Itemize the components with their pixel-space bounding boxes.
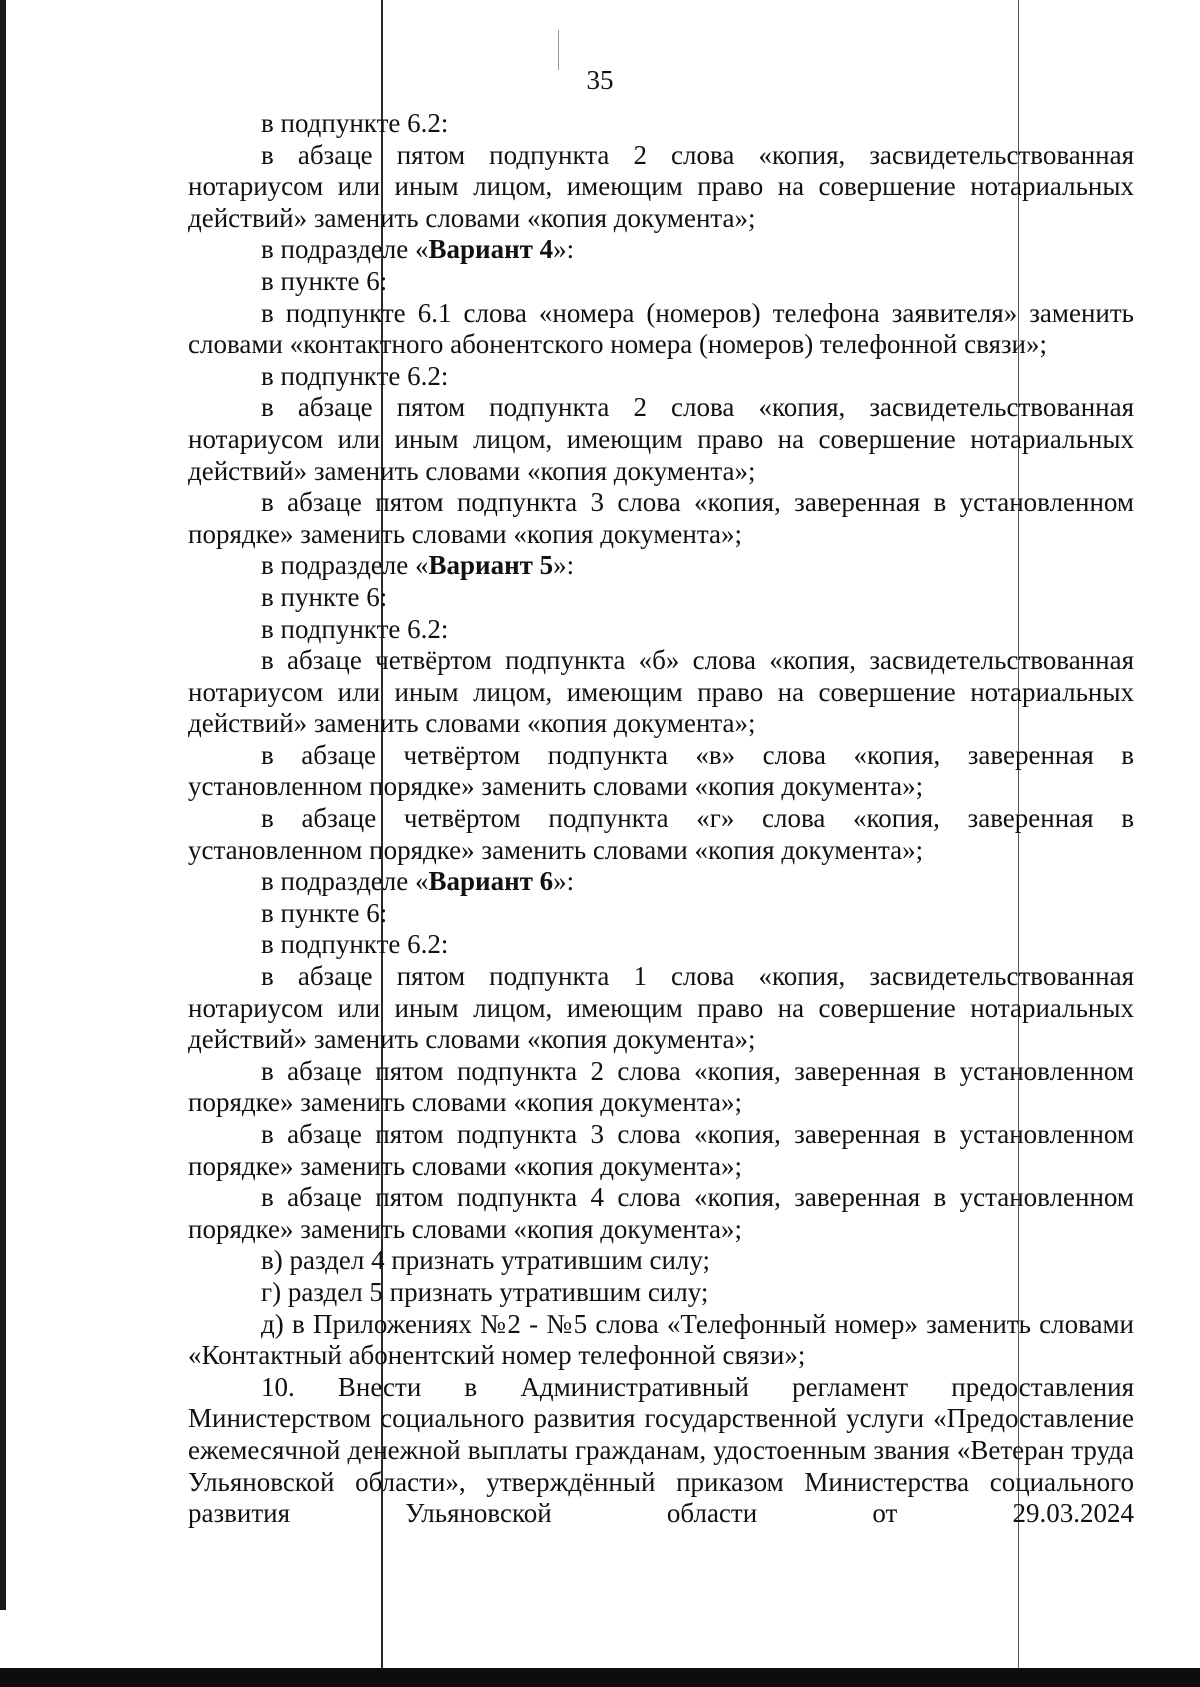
subsection-variant-title: Вариант 4 xyxy=(428,234,554,265)
paragraph xyxy=(188,866,1134,898)
paragraph: в пункте 6: xyxy=(261,265,388,296)
paragraph: в абзаце четвёртом подпункта «г» слова «копия, заверенная в установленном порядке» заменить словами «копия документа»; xyxy=(188,803,1134,865)
page-number: 35 xyxy=(586,65,614,95)
paragraph: в) раздел 4 признать утратившим силу; xyxy=(261,1245,711,1276)
paragraph-text: »: xyxy=(553,234,575,265)
scan-edge-bottom xyxy=(0,1668,1200,1687)
paragraph: в абзаце пятом подпункта 2 слова «копия, засвидетельствованная нотариусом или иным лицом, имеющим право на совершение нотариальных действий» заменить словами «копия документа»; xyxy=(188,392,1134,486)
paragraph-text: в подразделе « xyxy=(261,234,429,265)
paragraph xyxy=(188,550,1134,582)
paragraph: в абзаце пятом подпункта 1 слова «копия, засвидетельствованная нотариусом или иным лицом, имеющим право на совершение нотариальных действий» заменить словами «копия документа»; xyxy=(188,961,1134,1055)
paragraph: д) в Приложениях №2 - №5 слова «Телефонный номер» заменить словами «Контактный абонентский номер телефонной связи»; xyxy=(188,1308,1134,1371)
paragraph: в подпункте 6.2: xyxy=(261,929,449,960)
paragraph: в абзаце пятом подпункта 3 слова «копия, заверенная в установленном порядке» заменить словами «копия документа»; xyxy=(188,1119,1134,1181)
paragraph: в абзаце пятом подпункта 2 слова «копия, заверенная в установленном порядке» заменить словами «копия документа»; xyxy=(188,1055,1134,1118)
paragraph-text: в подразделе « xyxy=(261,866,429,897)
subsection-variant-title: Вариант 5 xyxy=(428,550,554,581)
paragraph: в подпункте 6.2: xyxy=(261,613,449,644)
paragraph: в пункте 6: xyxy=(261,581,388,612)
paragraph: 10. Внести в Административный регламент предоставления Министерством социального развития государственной услуги «Предоставление ежемесячной денежной выплаты гражданам, удостоенным звания «Ветеран труда Ульяновской области», утверждённый приказом Министерства социального развития Ульяновской области от 29.03.2024 xyxy=(188,1371,1134,1529)
paragraph-text: »: xyxy=(553,866,575,897)
paragraph: в подпункте 6.1 слова «номера (номеров) телефона заявителя» заменить словами «контактного абонентского номера (номеров) телефонной связи»; xyxy=(188,297,1134,360)
paragraph: в подпункте 6.2: xyxy=(261,360,449,391)
paragraph: в абзаце пятом подпункта 4 слова «копия, заверенная в установленном порядке» заменить словами «копия документа»; xyxy=(188,1182,1134,1244)
paragraph: в абзаце четвёртом подпункта «б» слова «копия, засвидетельствованная нотариусом или иным лицом, имеющим право на совершение нотариальных действий» заменить словами «копия документа»; xyxy=(188,645,1134,739)
paragraph-text: в подразделе « xyxy=(261,550,429,581)
subsection-variant-title: Вариант 6 xyxy=(428,866,554,897)
paragraph: в подпункте 6.2: xyxy=(261,108,449,138)
document-body xyxy=(188,108,1134,1530)
paragraph-text: »: xyxy=(553,550,575,581)
paragraph: в абзаце пятом подпункта 3 слова «копия, заверенная в установленном порядке» заменить словами «копия документа»; xyxy=(188,487,1134,549)
paragraph xyxy=(188,234,1134,266)
scan-edge-left xyxy=(0,0,6,1610)
paragraph: г) раздел 5 признать утратившим силу; xyxy=(261,1276,709,1307)
paragraph: в абзаце четвёртом подпункта «в» слова «копия, заверенная в установленном порядке» заменить словами «копия документа»; xyxy=(188,739,1134,802)
paragraph: в абзаце пятом подпункта 2 слова «копия, засвидетельствованная нотариусом или иным лицом, имеющим право на совершение нотариальных действий» заменить словами «копия документа»; xyxy=(188,139,1134,233)
paragraph: в пункте 6: xyxy=(261,897,388,928)
